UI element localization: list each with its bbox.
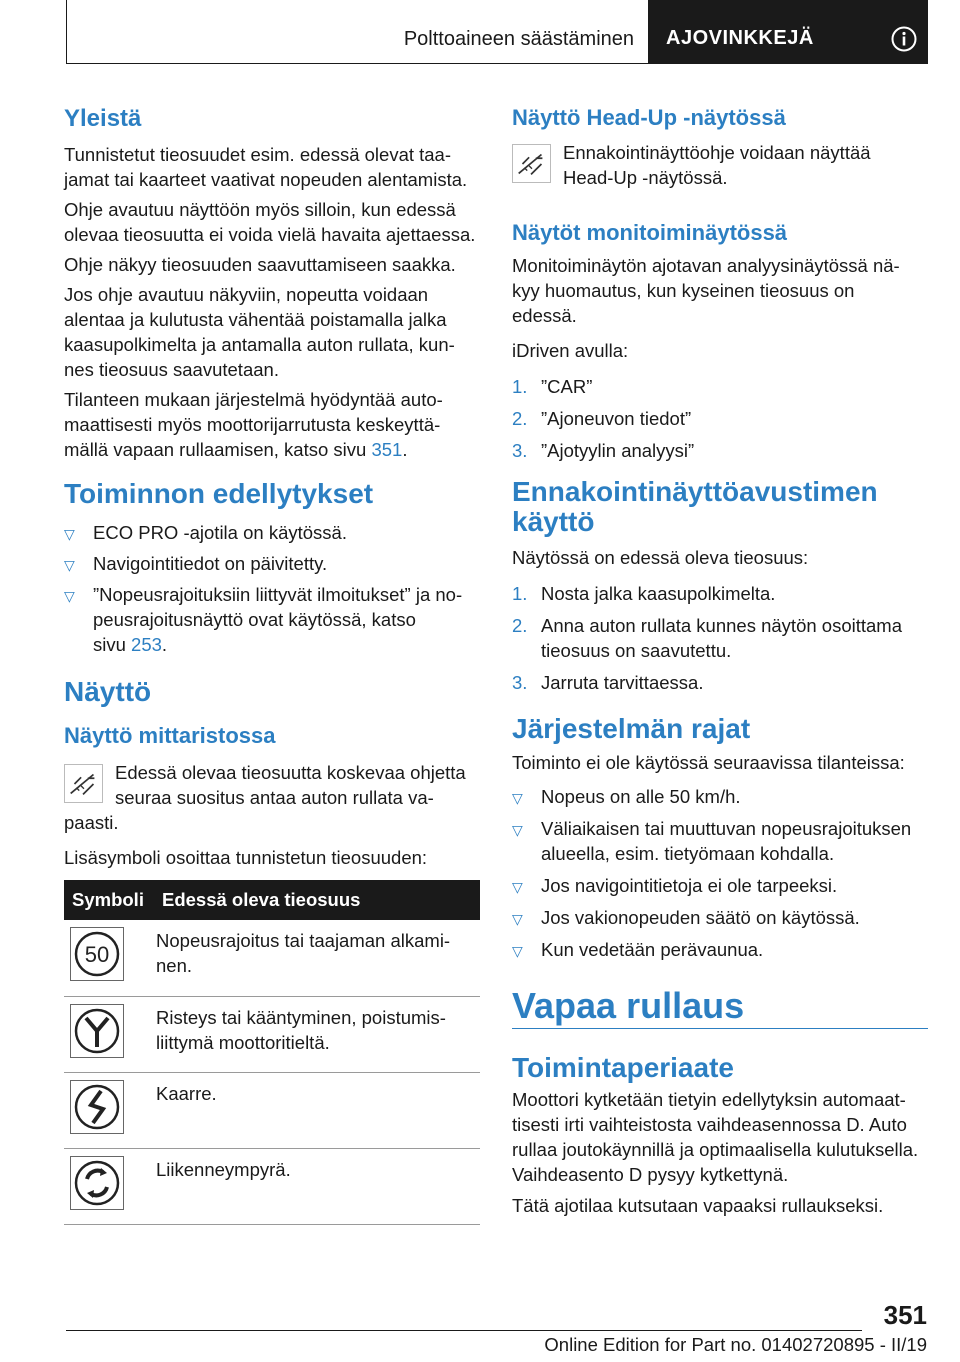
chapter-title: AJOVINKKEJÄ (666, 27, 814, 49)
road-hint-icon (512, 144, 551, 183)
info-icon (890, 25, 918, 53)
page-link[interactable]: 253 (131, 634, 162, 655)
list-item: ▽ ”Nopeusrajoituksiin liittyvät ilmoitukset” ja no- peusrajoitusnäyttö ovat käytössä, katso sivu 253. (64, 584, 463, 655)
heading-display: Näyttö (64, 676, 152, 707)
curve-icon (70, 1080, 124, 1134)
section-title: Polttoaineen säästäminen (403, 28, 634, 50)
list-item: ▽ Jos vakionopeuden säätö on käytössä. (512, 905, 928, 930)
paragraph: Lisäsymboli osoittaa tunnistetun tieosuuden: (64, 847, 428, 868)
bullet-triangle-icon: ▽ (512, 822, 523, 838)
bullet-triangle-icon: ▽ (512, 879, 523, 895)
list-item: 3. ”Ajotyylin analyysi” (512, 440, 695, 461)
heading-limits: Järjestelmän rajat (512, 713, 751, 744)
junction-icon (70, 1004, 124, 1058)
list-item: ▽ Nopeus on alle 50 km/h. (512, 784, 928, 809)
bullet-triangle-icon: ▽ (64, 557, 75, 573)
page-link[interactable]: 351 (371, 439, 403, 460)
heading-hud: Näyttö Head-Up -näytössä (512, 105, 786, 130)
road-hint-icon (64, 764, 103, 803)
hud-note: Ennakointinäyttöohje voidaan näyttää Head-Up -näytössä. (512, 140, 928, 198)
paragraph: iDriven avulla: (512, 340, 629, 361)
paragraph: Toiminto ei ole käytössä seuraavissa tilanteissa: (512, 752, 905, 773)
bullet-triangle-icon: ▽ (512, 911, 523, 927)
bullet-triangle-icon: ▽ (512, 943, 523, 959)
section-tab (66, 0, 649, 64)
bullet-triangle-icon: ▽ (64, 526, 75, 542)
table-row: Risteys tai kääntyminen, poistumis- liittymä moottoritieltä. (64, 996, 480, 1072)
heading-principle: Toimintaperiaate (512, 1052, 734, 1083)
table-row: 50 Nopeusrajoitus tai taajaman alkami- nen. (64, 920, 480, 996)
list-item: ▽ ECO PRO -ajotila on käytössä. (64, 520, 480, 545)
heading-use: Ennakointinäyttöavustimen käyttö (512, 476, 878, 537)
paragraph: Ohje näkyy tieosuuden saavuttamiseen saakka. (64, 254, 456, 275)
left-column (64, 100, 480, 1225)
right-column (512, 100, 928, 1218)
heading-coasting: Vapaa rullaus (512, 985, 745, 1026)
paragraph: Moottori kytketään tietyin edellytyksin automaat- tisesti irti vaihteistosta vaihdeasennossa D. Auto rullaa joutokäynnillä ja optimaalisella kulutuksella. Vaihdeasento D pysyy kytkettynä. (512, 1089, 919, 1185)
page-header (66, 0, 928, 64)
list-item: 3. Jarruta tarvittaessa. (512, 672, 704, 693)
footer-divider (66, 1330, 862, 1331)
list-item: ▽ Navigointitiedot on päivitetty. (64, 551, 480, 576)
chapter-tab (649, 0, 928, 64)
paragraph: Tilanteen mukaan järjestelmä hyödyntää auto- maattisesti myös moottorijarrutusta keskeyttä- mällä vapaan rullaamisen, katso sivu 351. (64, 389, 443, 460)
table-row: Liikenneympyrä. (64, 1148, 480, 1224)
page-number: 351 (883, 1300, 927, 1330)
list-item: ▽ Jos navigointitietoja ei ole tarpeeksi. (512, 873, 928, 898)
paragraph: Näytössä on edessä oleva tieosuus: (512, 547, 809, 568)
svg-text:50: 50 (84, 942, 110, 967)
list-item: ▽ Väliaikaisen tai muuttuvan nopeusrajoituksen alueella, esim. tietyömaan kohdalla. (512, 818, 912, 864)
chapter-heading-block (512, 984, 928, 1029)
paragraph: Tätä ajotilaa kutsutaan vapaaksi rullaukseksi. (512, 1195, 884, 1216)
paragraph: Ohje avautuu näyttöön myös silloin, kun edessä olevaa tieosuutta ei voida vielä havaita ajettaessa. (64, 199, 476, 245)
list-item: 1. ”CAR” (512, 376, 593, 397)
paragraph: Jos ohje avautuu näkyviin, nopeutta voidaan alentaa ja kulutusta vähentää poistamalla jalka kaasupolkimelta ja antamalla auton rullata, kun- nes tieosuus saavutetaan. (64, 284, 455, 380)
table-row: Kaarre. (64, 1072, 480, 1148)
table-header: Symboli (64, 880, 156, 920)
roundabout-icon (70, 1156, 124, 1210)
heading-requirements: Toiminnon edellytykset (64, 478, 374, 509)
list-item: 2. ”Ajoneuvon tiedot” (512, 408, 692, 429)
heading-general: Yleistä (64, 105, 142, 132)
list-item: 2. Anna auton rullata kunnes näytön osoittama tieosuus on saavutettu. (512, 615, 902, 661)
paragraph: Monitoiminäytön ajotavan analyysinäytössä nä- kyy huomautus, kun kyseinen tieosuus on edessä. (512, 255, 900, 326)
heading-cluster: Näyttö mittaristossa (64, 723, 276, 748)
bullet-triangle-icon: ▽ (512, 790, 523, 806)
edition-note: Online Edition for Part no. 01402720895 - II/19 (544, 1334, 927, 1355)
symbol-table (64, 880, 480, 1225)
speed-limit-50-icon (70, 927, 124, 981)
list-item: 1. Nosta jalka kaasupolkimelta. (512, 583, 776, 604)
list-item: ▽ Kun vedetään perävaunua. (512, 937, 928, 962)
paragraph: Tunnistetut tieosuudet esim. edessä olevat taa- jamat tai kaarteet vaativat nopeuden alentamista. (64, 144, 468, 190)
table-header: Edessä oleva tieosuus (156, 880, 480, 920)
bullet-triangle-icon: ▽ (64, 588, 75, 604)
cluster-note: Edessä olevaa tieosuutta koskevaa ohjetta seuraa suositus antaa auton rullata va- paasti. (64, 762, 466, 833)
heading-control-display: Näytöt monitoiminäytössä (512, 220, 788, 245)
